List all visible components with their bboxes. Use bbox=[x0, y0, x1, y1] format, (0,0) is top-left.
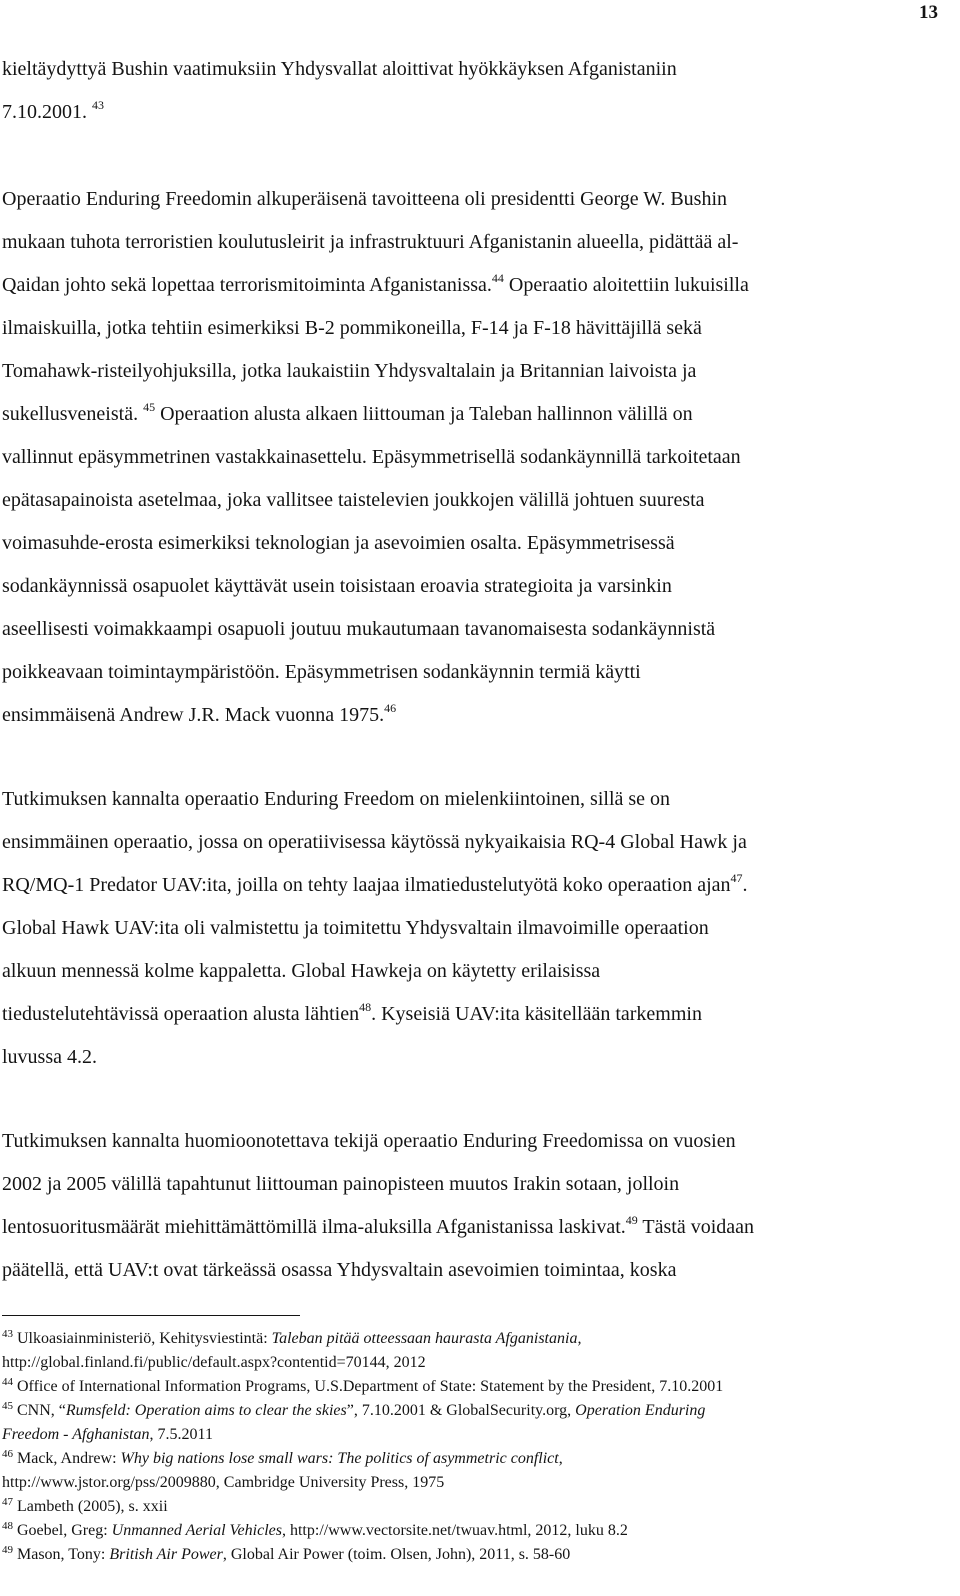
page-number: 13 bbox=[919, 2, 938, 23]
text-line: epätasapainoista asetelmaa, joka vallitsee taistelevien joukkojen välillä johtuen suuresta bbox=[2, 489, 705, 511]
text-line: ilmaiskuilla, jotka tehtiin esimerkiksi B-2 pommikoneilla, F-14 ja F-18 hävittäjillä sekä bbox=[2, 317, 702, 339]
text-line: Tomahawk-risteilyohjuksilla, jotka laukaistiin Yhdysvaltalain ja Britannian laivoista ja bbox=[2, 360, 697, 382]
text-line: sodankäynnissä osapuolet käyttävät usein toisistaan eroavia strategioita ja varsinkin bbox=[2, 575, 672, 597]
footnote-43: $^{43}$ Ulkoasiainministeriö, Kehitysviestintä: Taleban pitää otteessaan haurasta Afganistania, bbox=[2, 1328, 582, 1347]
footnote-ref-44[interactable]: 44 bbox=[491, 271, 504, 285]
text-line: Tutkimuksen kannalta huomioonotettava tekijä operaatio Enduring Freedomissa on vuosien bbox=[2, 1130, 736, 1152]
footnote-separator bbox=[2, 1315, 300, 1316]
footnote-45-cont: Freedom - Afghanistan, 7.5.2011 bbox=[2, 1426, 213, 1443]
footnote-ref-46[interactable]: 46 bbox=[384, 701, 397, 715]
footnote-ref-43[interactable]: 43 bbox=[92, 98, 104, 112]
text-line: ensimmäinen operaatio, jossa on operatiivisessa käytössä nykyaikaisia RQ-4 Global Hawk ja bbox=[2, 831, 747, 853]
text-line: sukellusveneistä. $^{45}$ Operaation alusta alkaen liittouman ja Taleban hallinnon välillä on bbox=[2, 400, 693, 425]
text-line: RQ/MQ-1 Predator UAV:ita, joilla on tehty laajaa ilmatiedustelutyötä koko operaation ajan$^{47}$. bbox=[2, 871, 748, 896]
footnotes bbox=[2, 1327, 952, 1567]
text-line: 7.10.2001. $^{43}$ bbox=[2, 98, 104, 123]
text-line: aseellisesti voimakkaampi osapuoli joutuu mukautumaan tavanomaisesta sodankäynnistä bbox=[2, 618, 716, 640]
footnote-47: $^{47}$ Lambeth (2005), s. xxii bbox=[2, 1496, 168, 1515]
text-line: lentosuoritusmäärät miehittämättömillä ilma-aluksilla Afganistanissa laskivat.$^{49}$ Tästä voidaan bbox=[2, 1213, 755, 1238]
footnote-45: $^{45}$ CNN, “Rumsfeld: Operation aims to clear the skies”, 7.10.2001 & GlobalSecurity.org, Operation Enduring bbox=[2, 1400, 706, 1419]
footnote-48: $^{48}$ Goebel, Greg: Unmanned Aerial Vehicles, http://www.vectorsite.net/twuav.html, 2012, luku 8.2 bbox=[2, 1520, 628, 1539]
footnote-ref-49[interactable]: 49 bbox=[625, 1213, 638, 1227]
footnote-46-link[interactable]: http://www.jstor.org/pss/2009880, Cambridge University Press, 1975 bbox=[2, 1474, 445, 1491]
text-line: mukaan tuhota terroristien koulutusleirit ja infrastruktuuri Afganistanin alueella, pidättää al- bbox=[2, 231, 739, 253]
text-line: luvussa 4.2. bbox=[2, 1046, 97, 1068]
text-line: 2002 ja 2005 välillä tapahtunut liittouman painopisteen muutos Irakin sotaan, jolloin bbox=[2, 1173, 680, 1195]
footnote-ref-45[interactable]: 45 bbox=[143, 400, 156, 414]
text-line: vallinnut epäsymmetrinen vastakkainasettelu. Epäsymmetrisellä sodankäynnillä tarkoitetaan bbox=[2, 446, 741, 468]
text-line: Operaatio Enduring Freedomin alkuperäisenä tavoitteena oli presidentti George W. Bushin bbox=[2, 188, 727, 210]
footnote-44: $^{44}$ Office of International Information Programs, U.S.Department of State: Statement by the President, 7.10.2001 bbox=[2, 1376, 724, 1395]
footnote-43-link[interactable]: http://global.finland.fi/public/default.aspx?contentid=70144, 2012 bbox=[2, 1354, 426, 1371]
text-line: Qaidan johto sekä lopettaa terrorismitoiminta Afganistanissa.$^{44}$ Operaatio aloitettiin lukuisilla bbox=[2, 271, 749, 296]
text-line: ensimmäisenä Andrew J.R. Mack vuonna 1975.46 bbox=[2, 701, 397, 726]
paragraph-4 bbox=[2, 1120, 942, 1292]
footnote-46: $^{46}$ Mack, Andrew: Why big nations lose small wars: The politics of asymmetric conflict, bbox=[2, 1448, 563, 1467]
text-line: alkuun mennessä kolme kappaletta. Global Hawkeja on käytetty erilaisissa bbox=[2, 960, 601, 982]
paragraph-2 bbox=[2, 178, 942, 737]
text-line: kieltäydyttyä Bushin vaatimuksiin Yhdysvallat aloittivat hyökkäyksen Afganistaniin bbox=[2, 58, 677, 80]
footnote-ref-48[interactable]: 48 bbox=[359, 1000, 372, 1014]
text-line: poikkeavaan toimintaympäristöön. Epäsymmetrisen sodankäynnin termiä käytti bbox=[2, 661, 641, 683]
text-line: tiedustelutehtävissä operaation alusta lähtien$^{48}$. Kyseisiä UAV:ita käsitellään tarkemmin bbox=[2, 1000, 702, 1025]
paragraph-3 bbox=[2, 778, 942, 1079]
text-line: Tutkimuksen kannalta operaatio Enduring Freedom on mielenkiintoinen, sillä se on bbox=[2, 788, 671, 810]
footnote-ref-47[interactable]: 47 bbox=[730, 871, 743, 885]
text-line: Global Hawk UAV:ita oli valmistettu ja toimitettu Yhdysvaltain ilmavoimille operaation bbox=[2, 917, 709, 939]
text-line: voimasuhde-erosta esimerkiksi teknologian ja asevoimien osalta. Epäsymmetrisessä bbox=[2, 532, 675, 554]
paragraph-1 bbox=[2, 48, 942, 134]
footnote-49: $^{49}$ Mason, Tony: British Air Power, Global Air Power (toim. Olsen, John), 2011, s. 58-60 bbox=[2, 1544, 571, 1563]
text-line: päätellä, että UAV:t ovat tärkeässä osassa Yhdysvaltain asevoimien toimintaa, koska bbox=[2, 1259, 677, 1281]
